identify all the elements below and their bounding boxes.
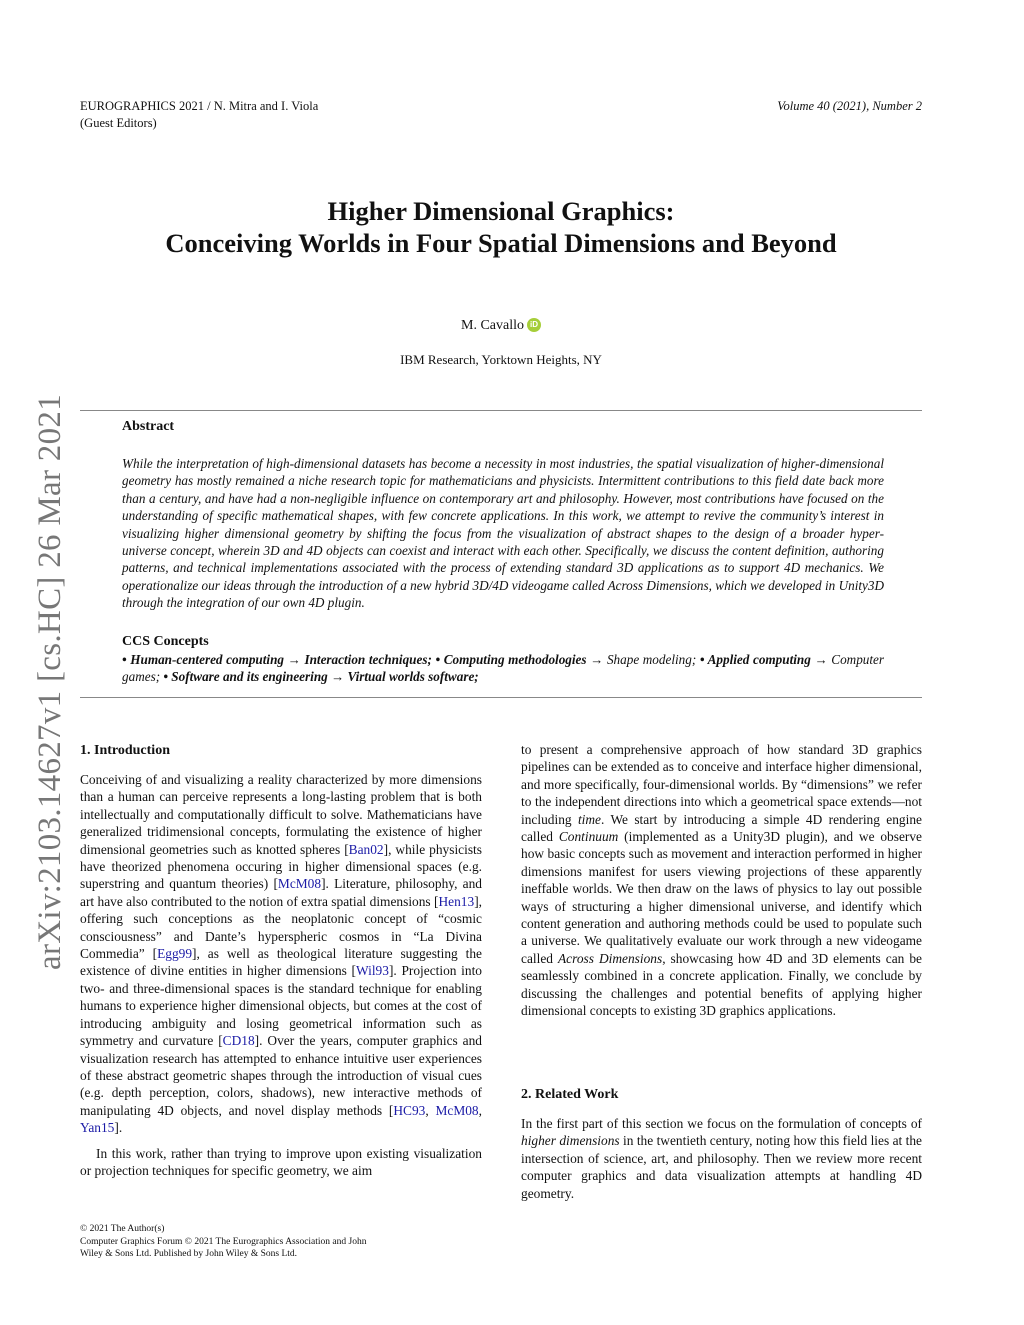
abstract-heading: Abstract [122, 419, 175, 434]
citation-link[interactable]: Yan15 [80, 1120, 115, 1136]
ccs-concept-1: • Human-centered computing [122, 652, 285, 667]
ccs-sub-2: Shape modeling; [606, 652, 697, 667]
related-heading: 2. Related Work [521, 1087, 619, 1102]
intro-column [80, 771, 482, 1179]
header-editors: (Guest Editors) [80, 116, 157, 130]
abstract-text: While the interpretation of high-dimensional datasets has become a necessity in most industries, the spatial visualization of higher-dimensional geometry has mostly remained a niche research topic for mathematicians and physicists. Intermittent contributions to this field date back more than a century, and have had a non-negligible influence on contemporary art and philosophy. However, most contributions have focused on the understanding of specific mathematical shapes, with few concrete applications. In this work, we attempt to revive the community’s interest in visualizing higher dimensional geometry by shifting the focus from the visualization of abstract shapes to the design of a broader hyper-universe concept, wherein 3D and 4D objects can coexist and interact with each other. Specifically, we discuss the content definition, authoring patterns, and technical implementations associated with the process of extending standard 3D applications as to support 4D mechanics. We operationalize our ideas through the introduction of a new hybrid 3D/4D videogame called Across Dimensions, which we developed in Unity3D through the integration of our own 4D plugin. [122, 456, 884, 611]
text-run: to present a comprehensive approach of how standard 3D graphics pipelines can be extended as to conceive and interface higher dimensional, and more specifically, four-dimensional worlds. By “dimensions” we refer to the independent directions into which a geometrical space extends—not including [521, 742, 922, 827]
ccs-concept-3: • Applied computing [699, 652, 811, 667]
copyright-footer [80, 1223, 410, 1261]
ccs-arrow: → [814, 652, 828, 667]
intro-continuation [521, 741, 922, 1020]
citation-link[interactable]: Wil93 [356, 963, 389, 979]
text-run: , [425, 1102, 436, 1118]
citation-link[interactable]: Hen13 [438, 893, 475, 909]
text-run: ]. Literature, philosophy, and art have also contributed to the notion of extra spatial dimensions [ [80, 876, 482, 909]
affiliation: IBM Research, Yorktown Heights, NY [400, 352, 602, 367]
paper-title [80, 195, 922, 259]
text-run: , showcasing how 4D and 3D elements can be seamlessly combined in a concrete application. Finally, we conclude by discussing the challenges and potential benefits of applying higher dimensional concepts to existing 3D graphics applications. [521, 950, 922, 1019]
ccs-concept-4: • Software and its engineering [163, 669, 328, 685]
citation-link[interactable]: CD18 [222, 1033, 255, 1049]
text-run: ]. Over the years, computer graphics and visualization research has attempted to enhance intuitive user experiences of these abstract geometric shapes through the introduction of visual cues (e.g. depth perception, colors, shadows), new interactive methods of manipulating 4D objects, and novel display methods [ [80, 1033, 482, 1118]
citation-link[interactable]: HC93 [393, 1102, 426, 1118]
footer-line-1: © 2021 The Author(s) [80, 1224, 165, 1234]
header-venue: EUROGRAPHICS 2021 / N. Mitra and I. Viola [80, 99, 319, 113]
citation-link[interactable]: Ban02 [348, 841, 384, 857]
emphasis: Across Dimensions [557, 950, 663, 966]
text-run: in the twentieth century, noting how this field lies at the intersection of science, art, and philosophy. Then we review more recent computer graphics and data visualization attempts at handling 4D geometry. [521, 1133, 922, 1201]
top-divider [80, 410, 922, 411]
text-run: ], while physicists have theorized phenomena occuring in higher dimensional spaces (e.g. superstring and quantum theories) [ [80, 841, 482, 892]
citation-link[interactable]: McM08 [277, 876, 322, 892]
ccs-arrow: → [287, 652, 301, 667]
emphasis: time [577, 811, 601, 827]
title-line-1: Higher Dimensional Graphics: [327, 196, 675, 226]
text-run: (implemented as a Unity3D plugin), and we observe how basic concepts such as movement and interaction performed in higher dimensions manifest for users viewing projections of these apparently ineffable worlds. We then draw on the laws of physics to lay out possible ways of structuring a higher dimensional universe, and identify which content generation and authoring methods could be used to populate such a universe. We qualitatively evaluate our work through a new videogame called [521, 829, 922, 966]
text-run: ], offering such conceptions as the neoplatonic concept of “cosmic consciousness” and Dante’s hyperspheric cosmos in “La Divina Commedia” [ [80, 893, 482, 962]
arxiv-stamp: arXiv:2103.14627v1 [cs.HC] 26 Mar 2021 [32, 394, 68, 970]
text-run: ], as well as theological literature suggesting the existence of divine entities in higher dimensions [ [80, 946, 482, 979]
ccs-sub-3: Computer games; [122, 652, 885, 685]
ccs-concept-2: • Computing methodologies [435, 652, 587, 667]
header-volume: Volume 40 (2021), Number 2 [777, 99, 922, 113]
ccs-arrow: → [590, 652, 604, 667]
intro-heading: 1. Introduction [80, 743, 170, 758]
text-run: , [478, 1102, 482, 1118]
author-line [80, 318, 922, 334]
title-line-2: Conceiving Worlds in Four Spatial Dimensions and Beyond [165, 228, 837, 258]
ccs-sub-1: Interaction techniques; [304, 652, 432, 667]
ccs-arrow: → [331, 669, 345, 685]
footer-line-2: Computer Graphics Forum © 2021 The Eurographics Association and John [80, 1236, 367, 1247]
footer-line-3: Wiley & Sons Ltd. Published by John Wiley & Sons Ltd. [80, 1249, 298, 1259]
running-header-left [80, 98, 318, 132]
ccs-heading: CCS Concepts [122, 634, 209, 649]
author-name: M. Cavallo [461, 318, 524, 333]
bottom-divider [80, 697, 922, 698]
ccs-sub-4: Virtual worlds software; [347, 669, 479, 685]
citation-link[interactable]: McM08 [435, 1102, 479, 1118]
related-paragraph-1 [521, 1115, 922, 1202]
intro-paragraph-2: In this work, rather than trying to improve upon existing visualization or projection techniques for specific geometry, we aim [80, 1145, 482, 1178]
text-run: Conceiving of and visualizing a reality characterized by more dimensions than a human can perceive represents a long-lasting problem that is both intellectually and computationally difficult to solve. Mathematicians have generalized tridimensional concepts, formulating the existence of higher dimensional geometries such as knotted spheres [ [80, 772, 482, 857]
right-column [521, 741, 922, 1020]
text-run: ]. Projection into two- and three-dimensional spaces is the standard technique for enabling humans to experience higher dimensional objects, but comes at the cost of introducing ambiguity and losing geometrical information such as symmetry and curvature [ [80, 963, 483, 1049]
text-run: . We start by introducing a simple 4D rendering engine called [521, 811, 922, 845]
ccs-concepts [122, 651, 884, 686]
intro-paragraph-1 [80, 771, 482, 1137]
emphasis: Continuum [558, 829, 619, 845]
text-run: ]. [114, 1120, 123, 1136]
citation-link[interactable]: Egg99 [157, 946, 193, 962]
emphasis: higher dimensions [521, 1133, 620, 1149]
text-run: In the first part of this section we focus on the formulation of concepts of [521, 1116, 922, 1131]
related-column [521, 1115, 922, 1202]
orcid-icon[interactable]: iD [527, 318, 541, 332]
